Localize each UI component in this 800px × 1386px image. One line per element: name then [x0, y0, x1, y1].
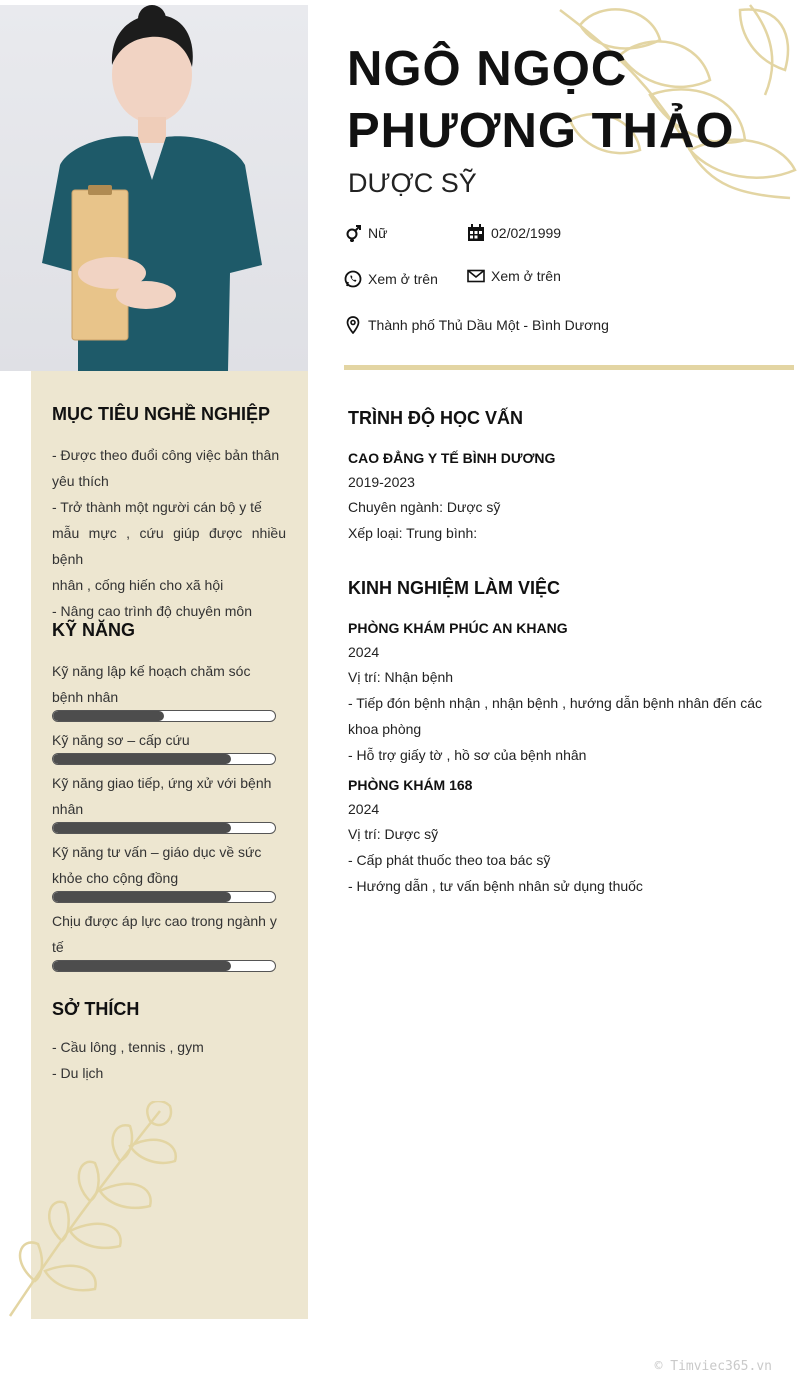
candidate-name	[347, 38, 734, 162]
job-position: Vị trí: Dược sỹ	[348, 826, 439, 842]
location-pin-icon	[344, 316, 362, 334]
objective-line: - Trở thành một người cán bộ y tế	[52, 499, 262, 515]
skill-label	[52, 839, 280, 891]
education-grade: Xếp loại: Trung bình:	[348, 525, 478, 541]
phone-value: Xem ở trên	[368, 271, 438, 287]
skill-label-line: nhân	[52, 801, 84, 817]
hobbies-title: SỞ THÍCH	[52, 999, 140, 1019]
email-icon	[467, 267, 485, 285]
header-divider	[344, 365, 794, 370]
job-year: 2024	[348, 644, 380, 660]
profile-photo	[0, 5, 308, 371]
company-name: PHÒNG KHÁM 168	[348, 777, 473, 793]
skills-title: KỸ NĂNG	[52, 620, 136, 640]
name-line-1: NGÔ NGỌC	[347, 42, 628, 96]
email-value: Xem ở trên	[491, 268, 561, 284]
job-description-line: - Cấp phát thuốc theo toa bác sỹ	[348, 852, 551, 868]
education-years: 2019-2023	[348, 474, 415, 490]
leaf-decoration-bottom	[0, 1101, 200, 1321]
skill-bar-fill	[53, 892, 231, 902]
skill-label-line: Kỹ năng giao tiếp, ứng xử với bệnh	[52, 775, 272, 791]
job-description-line: khoa phòng	[348, 721, 422, 737]
address-info	[344, 316, 609, 334]
skill-label	[52, 727, 280, 753]
objective-line: - Nâng cao trình độ chuyên môn	[52, 603, 253, 619]
objective-line: - Được theo đuổi công việc bản thân	[52, 447, 280, 463]
objective-text	[52, 442, 286, 624]
name-line-2: PHƯƠNG THẢO	[347, 104, 735, 158]
skill-label	[52, 658, 280, 710]
job-title: DƯỢC SỸ	[348, 168, 477, 198]
skill-label-line: Kỹ năng lập kế hoạch chăm sóc	[52, 663, 251, 679]
birthday-value: 02/02/1999	[491, 225, 562, 241]
skill-bar	[52, 822, 276, 834]
gender-value: Nữ	[368, 225, 388, 241]
skill-bar	[52, 753, 276, 765]
objective-line: nhân , cống hiến cho xã hội	[52, 577, 224, 593]
school-name: CAO ĐẲNG Y TẾ BÌNH DƯƠNG	[348, 450, 556, 466]
skill-label-line: khỏe cho cộng đồng	[52, 870, 179, 886]
skill-label-line: Kỹ năng tư vấn – giáo dục về sức	[52, 844, 262, 860]
gender-info	[344, 224, 387, 242]
job-year: 2024	[348, 801, 380, 817]
experience-title: KINH NGHIỆM LÀM VIỆC	[348, 578, 561, 598]
hobbies-text	[52, 1034, 204, 1086]
skill-bar	[52, 891, 276, 903]
objective-line: mẫu mực , cứu giúp được nhiều bệnh	[52, 525, 286, 567]
address-value: Thành phố Thủ Dầu Một - Bình Dương	[368, 317, 609, 333]
objective-line: yêu thích	[52, 473, 109, 489]
skill-bar	[52, 960, 276, 972]
birthday-info	[467, 224, 561, 242]
skill-bar-fill	[53, 961, 231, 971]
skill-label	[52, 770, 280, 822]
email-info	[467, 267, 561, 285]
skill-label-line: Kỹ năng sơ – cấp cứu	[52, 732, 190, 748]
phone-info	[344, 270, 438, 288]
job-position: Vị trí: Nhận bệnh	[348, 669, 454, 685]
hobby-line: - Du lịch	[52, 1065, 104, 1081]
calendar-icon	[467, 224, 485, 242]
skill-bar	[52, 710, 276, 722]
education-title: TRÌNH ĐỘ HỌC VẤN	[348, 408, 523, 428]
skill-label-line: bệnh nhân	[52, 689, 119, 705]
skill-bar-fill	[53, 823, 231, 833]
job-description-line: - Hỗ trợ giấy tờ , hồ sơ của bệnh nhân	[348, 747, 587, 763]
footer-watermark: © Timviec365.vn	[654, 1359, 772, 1374]
education-major: Chuyên ngành: Dược sỹ	[348, 499, 501, 515]
skill-label-line: tế	[52, 939, 64, 955]
gender-icon	[344, 224, 362, 242]
whatsapp-icon	[344, 270, 362, 288]
job-description-line: - Tiếp đón bệnh nhận , nhận bệnh , hướng dẫn bệnh nhân đến các	[348, 695, 762, 711]
skill-bar-fill	[53, 754, 231, 764]
job-description-line: - Hướng dẫn , tư vấn bệnh nhân sử dụng thuốc	[348, 878, 643, 894]
company-name: PHÒNG KHÁM PHÚC AN KHANG	[348, 620, 568, 636]
objective-title: MỤC TIÊU NGHỀ NGHIỆP	[52, 404, 271, 424]
skill-label-line: Chịu được áp lực cao trong ngành y	[52, 913, 277, 929]
hobby-line: - Cầu lông , tennis , gym	[52, 1039, 204, 1055]
skill-bar-fill	[53, 711, 164, 721]
skill-label	[52, 908, 280, 960]
